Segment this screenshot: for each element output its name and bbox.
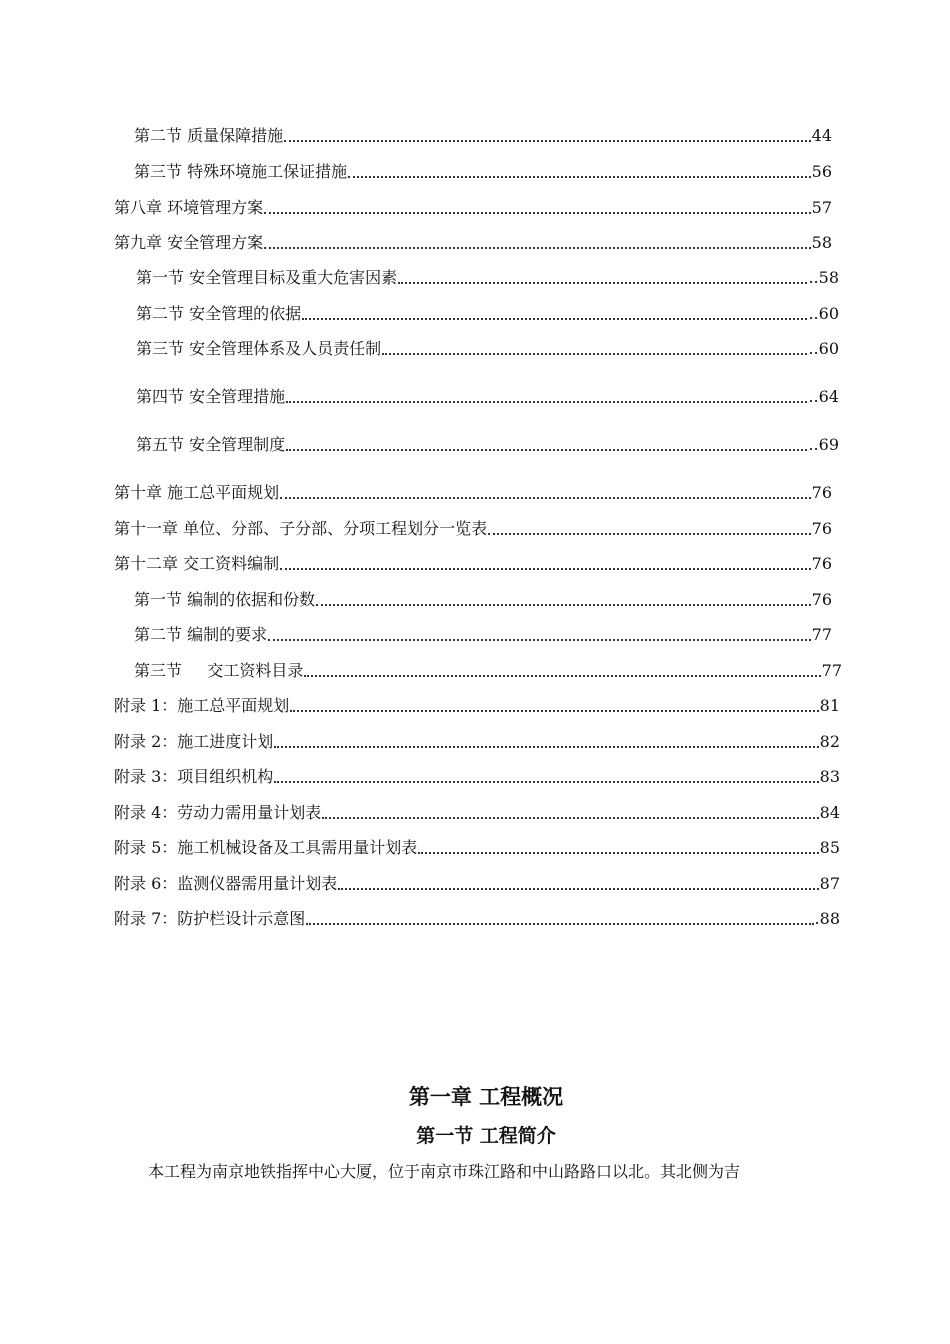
toc-entry-label: 第十章 施工总平面规划 bbox=[114, 483, 280, 502]
dot-leader bbox=[264, 212, 811, 214]
dot-leader bbox=[274, 781, 818, 783]
toc-entry-page: 76 bbox=[811, 519, 832, 538]
toc-entry-page: 77 bbox=[821, 661, 842, 680]
toc-entry-label: 附录 7：防护栏设计示意图 bbox=[114, 909, 306, 928]
toc-entry[interactable] bbox=[114, 838, 840, 858]
dot-leader bbox=[306, 923, 813, 925]
toc-entry[interactable] bbox=[114, 732, 840, 752]
toc-entry-page: 57 bbox=[811, 198, 832, 217]
toc-entry-label: 附录 5：施工机械设备及工具需用量计划表 bbox=[114, 838, 418, 857]
toc-entry[interactable] bbox=[114, 483, 832, 503]
dot-leader bbox=[268, 639, 811, 641]
toc-entry[interactable] bbox=[114, 909, 840, 929]
toc-entry-page: 58 bbox=[811, 233, 832, 252]
dot-leader bbox=[286, 449, 807, 451]
toc-entry-label: 第一节 安全管理目标及重大危害因素 bbox=[136, 268, 398, 287]
toc-entry-label: 第二节 安全管理的依据 bbox=[136, 304, 302, 323]
dot-leader bbox=[382, 353, 807, 355]
dot-leader bbox=[348, 176, 811, 178]
dot-leader bbox=[280, 497, 811, 499]
toc-entry-page: 83 bbox=[819, 767, 840, 786]
toc-entry-label: 第二节 质量保障措施 bbox=[134, 126, 284, 145]
toc-entry[interactable] bbox=[134, 126, 832, 146]
toc-entry-page: ..69 bbox=[808, 435, 839, 454]
toc-entry-page: ..60 bbox=[808, 304, 839, 323]
toc-entry[interactable] bbox=[114, 874, 840, 894]
toc-entry[interactable] bbox=[134, 661, 842, 681]
dot-leader bbox=[322, 817, 818, 819]
toc-entry-page: 77 bbox=[811, 625, 832, 644]
toc-entry[interactable] bbox=[114, 803, 840, 823]
toc-entry-label: 第三节 安全管理体系及人员责任制 bbox=[136, 339, 382, 358]
toc-entry-label: 附录 2：施工进度计划 bbox=[114, 732, 274, 751]
dot-leader bbox=[304, 675, 820, 677]
toc-entry-page: 76 bbox=[811, 483, 832, 502]
toc-entry-page: 84 bbox=[819, 803, 840, 822]
dot-leader bbox=[290, 710, 818, 712]
toc-entry-page: 44 bbox=[811, 126, 832, 145]
dot-leader bbox=[284, 140, 811, 142]
toc-entry-page: 82 bbox=[819, 732, 840, 751]
toc-entry-page: 85 bbox=[819, 838, 840, 857]
toc-entry[interactable] bbox=[114, 767, 840, 787]
toc-entry-label: 第二节 编制的要求 bbox=[134, 625, 268, 644]
toc-entry-page: 76 bbox=[811, 554, 832, 573]
toc-entry[interactable] bbox=[114, 696, 840, 716]
dot-leader bbox=[302, 318, 807, 320]
toc-entry[interactable] bbox=[134, 590, 832, 610]
toc-entry-label: 第五节 安全管理制度 bbox=[136, 435, 286, 454]
dot-leader bbox=[316, 604, 811, 606]
toc-entry-page: ..60 bbox=[808, 339, 839, 358]
toc-entry-label: 附录 4：劳动力需用量计划表 bbox=[114, 803, 322, 822]
toc-entry-label: 第三节 特殊环境施工保证措施 bbox=[134, 162, 348, 181]
toc-entry[interactable] bbox=[136, 435, 839, 455]
toc-entry[interactable] bbox=[114, 519, 832, 539]
toc-entry[interactable] bbox=[136, 339, 839, 359]
toc-entry-page: ..58 bbox=[808, 268, 839, 287]
toc-entry-page: .88 bbox=[814, 909, 840, 928]
toc-entry-label: 第十二章 交工资料编制 bbox=[114, 554, 280, 573]
dot-leader bbox=[488, 533, 811, 535]
toc-entry-label: 第九章 安全管理方案 bbox=[114, 233, 264, 252]
toc-entry[interactable] bbox=[136, 268, 839, 288]
toc-entry[interactable] bbox=[114, 233, 832, 253]
dot-leader bbox=[286, 401, 807, 403]
toc-entry-label: 第一节 编制的依据和份数 bbox=[134, 590, 316, 609]
toc-entry-page: 56 bbox=[811, 162, 832, 181]
toc-entry-page: ..64 bbox=[808, 387, 839, 406]
toc-entry[interactable] bbox=[134, 162, 832, 182]
toc-entry[interactable] bbox=[114, 554, 832, 574]
dot-leader bbox=[280, 568, 811, 570]
toc-entry[interactable] bbox=[114, 198, 832, 218]
toc-entry-label: 第四节 安全管理措施 bbox=[136, 387, 286, 406]
toc-entry-label: 第三节 交工资料目录 bbox=[134, 661, 304, 680]
toc-entry-label: 第十一章 单位、分部、子分部、分项工程划分一览表 bbox=[114, 519, 488, 538]
body-paragraph: 本工程为南京地铁指挥中心大厦，位于南京市珠江路和中山路路口以北。其北侧为吉 bbox=[148, 1162, 741, 1181]
toc-entry-label: 附录 3：项目组织机构 bbox=[114, 767, 274, 786]
dot-leader bbox=[274, 746, 818, 748]
toc-entry[interactable] bbox=[134, 625, 832, 645]
dot-leader bbox=[398, 282, 807, 284]
toc-entry-page: 87 bbox=[819, 874, 840, 893]
dot-leader bbox=[264, 247, 811, 249]
toc-entry-label: 附录 1：施工总平面规划 bbox=[114, 696, 290, 715]
section-heading: 第一节 工程简介 bbox=[416, 1125, 556, 1147]
chapter-heading: 第一章 工程概况 bbox=[408, 1085, 564, 1109]
toc-entry-page: 76 bbox=[811, 590, 832, 609]
toc-entry[interactable] bbox=[136, 304, 839, 324]
dot-leader bbox=[418, 852, 818, 854]
dot-leader bbox=[338, 888, 818, 890]
toc-entry-label: 附录 6：监测仪器需用量计划表 bbox=[114, 874, 338, 893]
toc-entry-label: 第八章 环境管理方案 bbox=[114, 198, 264, 217]
toc-entry[interactable] bbox=[136, 387, 839, 407]
toc-entry-page: 81 bbox=[819, 696, 840, 715]
